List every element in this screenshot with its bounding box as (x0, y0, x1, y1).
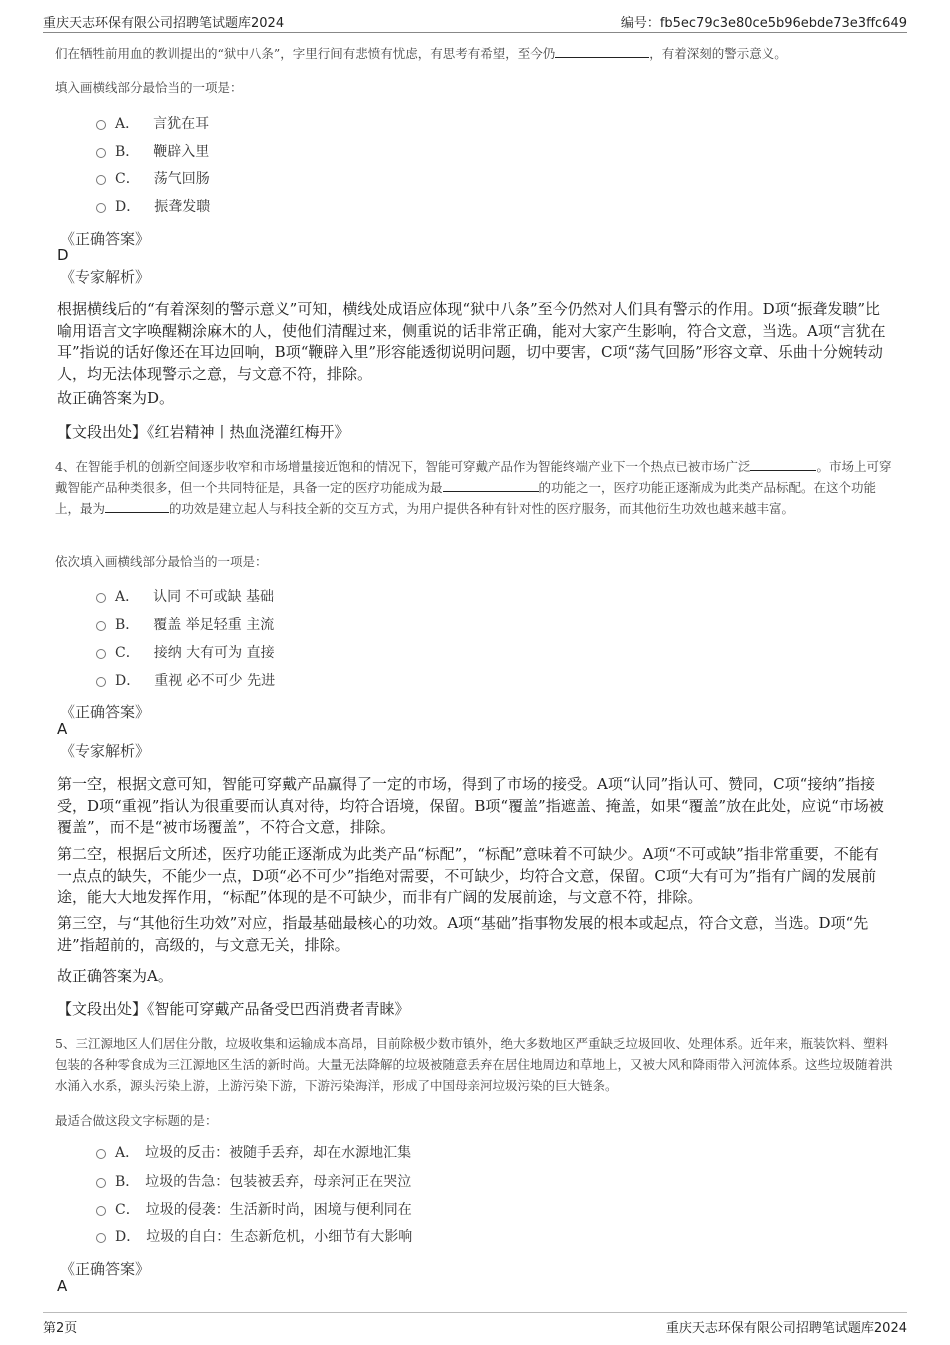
q4-analysis-p2: 第二空，根据后文所述，医疗功能正逐渐成为此类产品“标配”，“标配”意味着不可缺少。A项“不可或缺”指非常重要，不能有一点点的缺失，不能少一点，D项“必不可少”指绝对需要，不可缺少，均符合文意，保留。C项“大有可为”指有广阔的发展前途，能大大地发挥作用，“标配”体现的是不可缺少，而非有广阔的发展前途，与文意不符，排除。 (57, 845, 879, 906)
q4-analysis-p1: 第一空，根据文意可知，智能可穿戴产品赢得了一定的市场，得到了市场的接受。A项“认同”指认可、赞同，C项“接纳”指接受，D项“重视”指认为很重要而认真对待，均符合语境，保留。B项“覆盖”指遮盖、掩盖，如果“覆盖”放在此处，应说“市场被覆盖”，而不是“被市场覆盖”，不符合文意，排除。 (57, 775, 884, 836)
q3-answer: D (57, 246, 69, 264)
radio-icon[interactable] (96, 649, 106, 659)
q4-option-b[interactable]: B． 覆盖 举足轻重 主流 (96, 615, 274, 635)
q5-answer-label: 《正确答案》 (60, 1260, 151, 1278)
page-header (43, 0, 907, 33)
footer-title: 重庆天志环保有限公司招聘笔试题库2024 (665, 1321, 907, 1336)
q3-option-b[interactable]: B． 鞭辟入里 (96, 142, 209, 162)
q5-passage: 5、三江源地区人们居住分散，垃圾收集和运输成本高昂，目前除极少数市镇外，绝大多数地区严重缺乏垃圾回收、处理体系。近年来，瓶装饮料、塑料包装的各种零食成为三江源地区生活的新时尚。大量无法降解的垃圾被随意丢弃在居住地周边和草地上，又被大风和降雨带入河流体系。这些垃圾随着洪水涌入水系，源头污染上游，上游污染下游，下游污染海洋，形成了中国母亲河垃圾污染的巨大链条。 (55, 1036, 893, 1093)
q4-analysis-p4: 故正确答案为A。 (57, 967, 173, 985)
page-number: 第2页 (43, 1321, 78, 1336)
radio-icon[interactable] (96, 621, 106, 631)
q3-option-c[interactable]: C． 荡气回肠 (96, 169, 210, 189)
q5-option-b[interactable]: B． 垃圾的告急：包装被丢弃，母亲河正在哭泣 (96, 1172, 411, 1192)
q4-analysis-p3: 第三空，与“其他衍生功效”对应，指最基础最核心的功效。A项“基础”指事物发展的根本或起点，符合文意，当选。D项“先进”指超前的，高级的，与文意无关，排除。 (57, 914, 869, 954)
q4-answer: A (57, 720, 68, 738)
radio-icon[interactable] (96, 148, 106, 158)
q3-passage (55, 43, 897, 64)
q5-option-c[interactable]: C． 垃圾的侵袭：生活新时尚，困境与便利同在 (96, 1200, 412, 1220)
q3-blank (555, 45, 649, 58)
q3-option-d[interactable]: D． 振聋发聩 (96, 197, 210, 217)
q3-passage-a: 们在牺牲前用血的教训提出的“狱中八条”，字里行间有悲愤有忧虑，有思考有希望，至今仍 (55, 46, 556, 61)
q4-answer-label: 《正确答案》 (60, 703, 151, 721)
header-doc-id: 编号：fb5ec79c3e80ce5b96ebde73e3ffc649 (620, 16, 907, 31)
radio-icon[interactable] (96, 120, 106, 130)
q3-analysis-label: 《专家解析》 (60, 268, 151, 286)
header-title: 重庆天志环保有限公司招聘笔试题库2024 (43, 16, 285, 31)
q5-prompt: 最适合做这段文字标题的是： (55, 1113, 218, 1128)
page-footer (43, 1312, 907, 1339)
radio-icon[interactable] (96, 1233, 106, 1243)
q3-analysis-p2: 故正确答案为D。 (57, 389, 175, 407)
radio-icon[interactable] (96, 1149, 106, 1159)
radio-icon[interactable] (96, 175, 106, 185)
radio-icon[interactable] (96, 203, 106, 213)
q4-analysis-label: 《专家解析》 (60, 742, 151, 760)
q4-blank-3 (105, 500, 169, 513)
q4-blank-1 (750, 458, 816, 471)
q4-prompt: 依次填入画横线部分最恰当的一项是： (55, 554, 268, 569)
radio-icon[interactable] (96, 1206, 106, 1216)
q3-answer-label: 《正确答案》 (60, 230, 151, 248)
radio-icon[interactable] (96, 1178, 106, 1188)
q3-option-a[interactable]: A． 言犹在耳 (96, 114, 209, 134)
q4-passage: 4、在智能手机的创新空间逐步收窄和市场增量接近饱和的情况下，智能可穿戴产品作为智能终端产业下一个热点已被市场广泛 。市场上可穿戴智能产品种类很多，但一个共同特征是，具备一定的医疗功能成为最 的功能之一，医疗功能正逐渐成为此类产品标配。在这个功能上，最为 的功效是建立起人与科技全新的交互方式，为用户提供各种有针对性的医疗服务，而其他衍生功效也越来越丰富。 (55, 459, 892, 516)
q3-prompt: 填入画横线部分最恰当的一项是： (55, 80, 243, 95)
q3-source: 【文段出处】《红岩精神丨热血浇灌红梅开》 (57, 423, 350, 441)
q5-option-a[interactable]: A． 垃圾的反击：被随手丢弃，却在水源地汇集 (96, 1143, 411, 1163)
q3-analysis-p1: 根据横线后的“有着深刻的警示意义”可知，横线处成语应体现“狱中八条”至今仍然对人们具有警示的作用。D项“振聋发聩”比喻用语言文字唤醒糊涂麻木的人，使他们清醒过来，侧重说的话非常正确，能对大家产生影响，符合文意，当选。A项“言犹在耳”指说的话好像还在耳边回响，B项“鞭辟入里”形容能透彻说明问题，切中要害，C项“荡气回肠”形容文章、乐曲十分婉转动人，均无法体现警示之意，与文意不符，排除。 (57, 300, 886, 383)
q4-blank-2 (443, 479, 539, 492)
radio-icon[interactable] (96, 677, 106, 687)
q4-source: 【文段出处】《智能可穿戴产品备受巴西消费者青睐》 (57, 1000, 410, 1018)
q4-option-d[interactable]: D． 重视 必不可少 先进 (96, 671, 275, 691)
radio-icon[interactable] (96, 593, 106, 603)
q3-passage-b: ，有着深刻的警示意义。 (649, 46, 787, 61)
q4-option-c[interactable]: C． 接纳 大有可为 直接 (96, 643, 275, 663)
q5-option-d[interactable]: D． 垃圾的自白：生态新危机，小细节有大影响 (96, 1227, 412, 1247)
q4-option-a[interactable]: A． 认同 不可或缺 基础 (96, 587, 274, 607)
q5-answer: A (57, 1277, 68, 1295)
